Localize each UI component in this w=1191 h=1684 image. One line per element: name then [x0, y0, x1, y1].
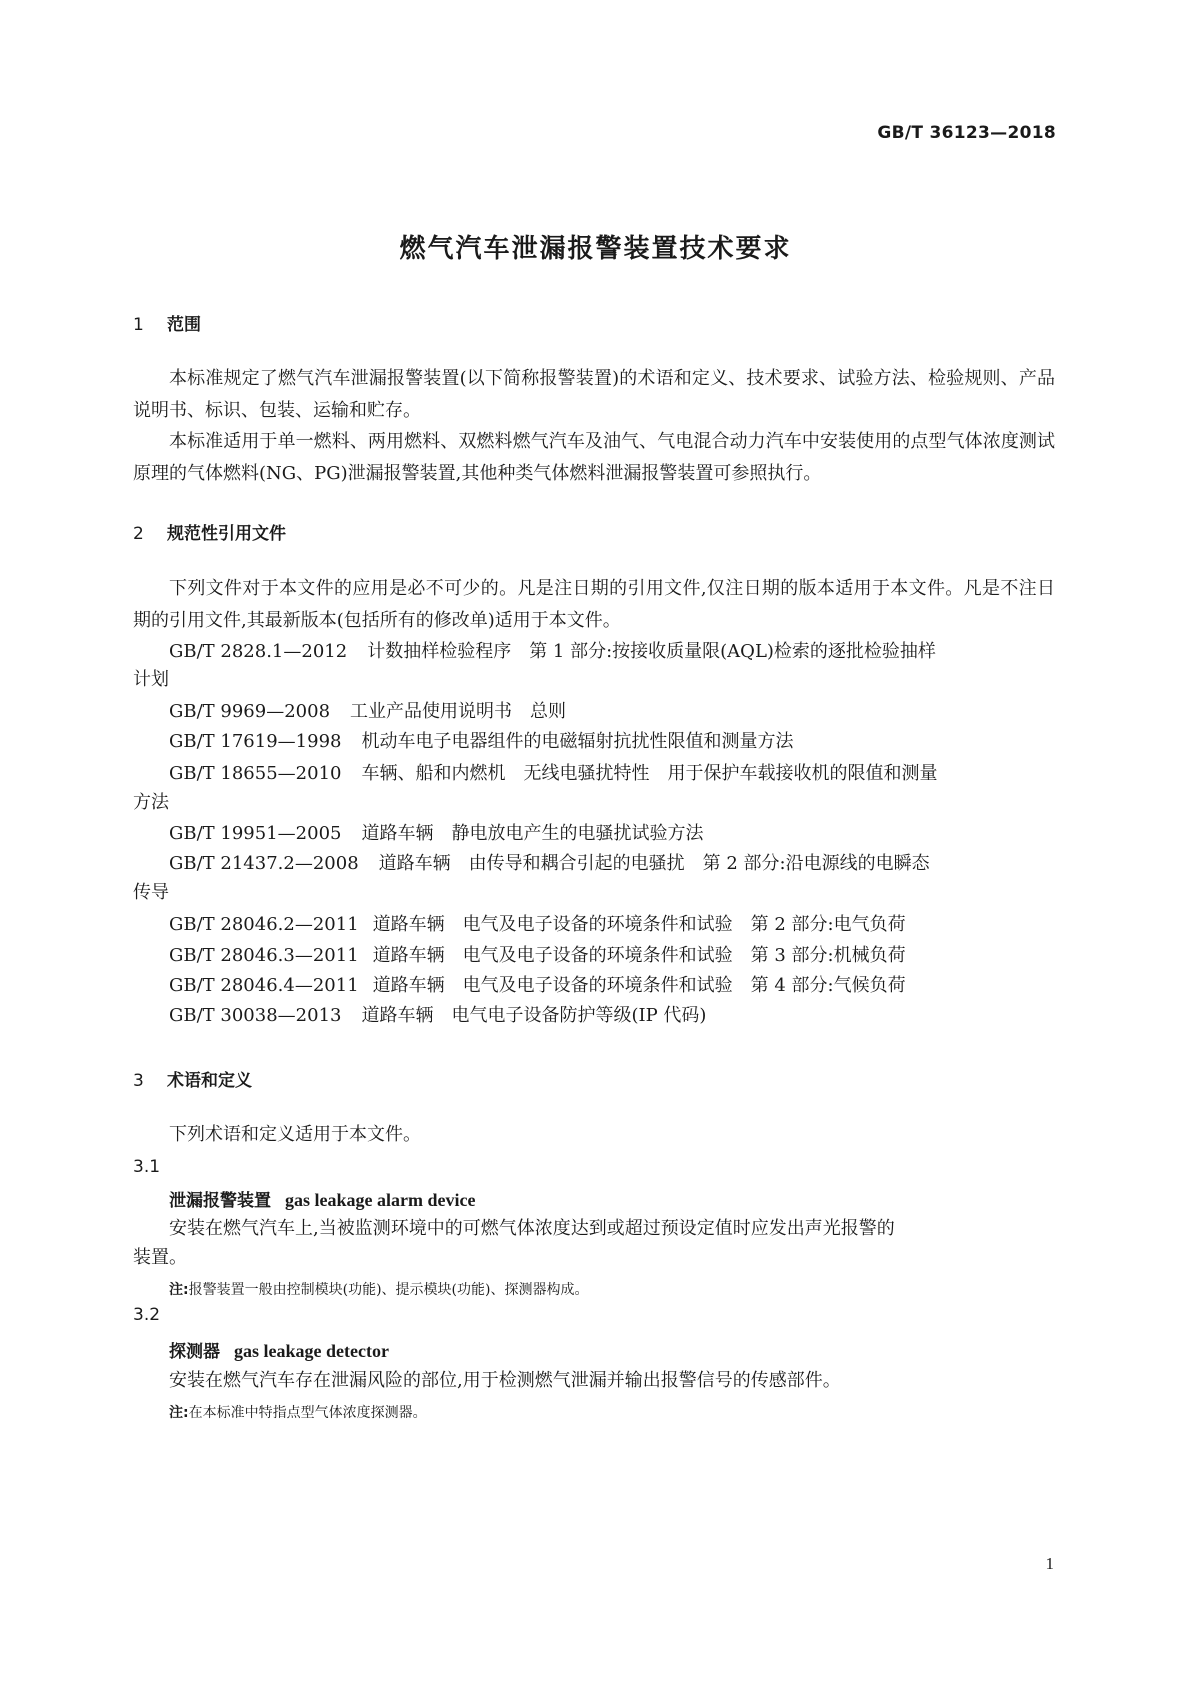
- reference-title: 工业产品使用说明书 总则: [350, 701, 567, 722]
- reference-item: [169, 1000, 706, 1032]
- reference-code: GB/T 2828.1—2012: [169, 641, 348, 662]
- reference-item: [169, 970, 906, 1002]
- term-definition-continuation: 装置。: [133, 1247, 187, 1268]
- reference-item: [169, 696, 566, 728]
- section-number: 2: [133, 524, 144, 544]
- reference-code: GB/T 17619—1998: [169, 731, 342, 752]
- note-text: 在本标准中特指点型气体浓度探测器。: [188, 1405, 427, 1421]
- reference-item: [169, 818, 703, 850]
- reference-title: 道路车辆 电气及电子设备的环境条件和试验 第 4 部分:气候负荷: [372, 975, 906, 996]
- term-number: 3.1: [133, 1157, 161, 1177]
- term-note: [169, 1401, 427, 1425]
- section-number: 1: [133, 315, 144, 335]
- reference-item: [169, 940, 906, 972]
- reference-code: GB/T 21437.2—2008: [169, 853, 359, 874]
- scope-paragraph-2: 本标准适用于单一燃料、两用燃料、双燃料燃气汽车及油气、气电混合动力汽车中安装使用的点型气体浓度测试原理的气体燃料(NG、PG)泄漏报警装置,其他种类气体燃料泄漏报警装置可参照执行。: [133, 431, 1055, 484]
- term-heading: [169, 1337, 389, 1362]
- reference-item: [169, 726, 793, 758]
- section-3-heading: [133, 1066, 252, 1091]
- reference-title: 道路车辆 电气及电子设备的环境条件和试验 第 2 部分:电气负荷: [372, 914, 906, 935]
- reference-title: 道路车辆 电气电子设备防护等级(IP 代码): [361, 1005, 707, 1026]
- section-title: 规范性引用文件: [167, 524, 286, 544]
- reference-item: [169, 758, 937, 790]
- section-number: 3: [133, 1071, 144, 1091]
- reference-code: GB/T 18655—2010: [169, 763, 342, 784]
- reference-code: GB/T 9969—2008: [169, 701, 331, 722]
- reference-title: 道路车辆 由传导和耦合引起的电骚扰 第 2 部分:沿电源线的电瞬态: [378, 853, 930, 874]
- reference-code: GB/T 28046.2—2011: [169, 914, 359, 935]
- standard-code: GB/T 36123—2018: [877, 123, 1056, 143]
- page-number: 1: [1045, 1554, 1054, 1573]
- normative-intro: 下列文件对于本文件的应用是必不可少的。凡是注日期的引用文件,仅注日期的版本适用于本文件。凡是不注日期的引用文件,其最新版本(包括所有的修改单)适用于本文件。: [133, 578, 1055, 631]
- section-title: 范围: [167, 315, 201, 335]
- term-definition: 安装在燃气汽车存在泄漏风险的部位,用于检测燃气泄漏并输出报警信号的传感部件。: [169, 1370, 841, 1391]
- reference-code: GB/T 19951—2005: [169, 823, 342, 844]
- term-number: 3.2: [133, 1305, 161, 1325]
- reference-code: GB/T 28046.3—2011: [169, 945, 359, 966]
- section-2-heading: [133, 519, 286, 544]
- scope-paragraph-1: 本标准规定了燃气汽车泄漏报警装置(以下简称报警装置)的术语和定义、技术要求、试验方法、检验规则、产品说明书、标识、包装、运输和贮存。: [133, 368, 1055, 421]
- note-label: 注:: [169, 1282, 189, 1298]
- reference-code: GB/T 28046.4—2011: [169, 975, 359, 996]
- reference-item: [169, 636, 936, 668]
- note-label: 注:: [169, 1405, 189, 1421]
- terms-intro: 下列术语和定义适用于本文件。: [169, 1124, 421, 1145]
- document-title: 燃气汽车泄漏报警装置技术要求: [399, 234, 792, 264]
- term-heading: [169, 1186, 475, 1211]
- term-definition: 安装在燃气汽车上,当被监测环境中的可燃气体浓度达到或超过预设定值时应发出声光报警的: [169, 1218, 895, 1239]
- term-chinese: 泄漏报警装置: [169, 1191, 271, 1211]
- reference-title: 道路车辆 电气及电子设备的环境条件和试验 第 3 部分:机械负荷: [372, 945, 906, 966]
- reference-continuation: 传导: [133, 882, 169, 903]
- term-english: gas leakage detector: [234, 1341, 389, 1361]
- reference-continuation: 计划: [133, 669, 169, 690]
- note-text: 报警装置一般由控制模块(功能)、提示模块(功能)、探测器构成。: [188, 1282, 589, 1298]
- reference-title: 机动车电子电器组件的电磁辐射抗扰性限值和测量方法: [361, 731, 794, 752]
- section-1-heading: [133, 310, 201, 335]
- reference-continuation: 方法: [133, 792, 169, 813]
- reference-title: 车辆、船和内燃机 无线电骚扰特性 用于保护车载接收机的限值和测量: [361, 763, 938, 784]
- reference-item: [169, 848, 930, 880]
- reference-title: 道路车辆 静电放电产生的电骚扰试验方法: [361, 823, 704, 844]
- reference-item: [169, 909, 906, 941]
- term-english: gas leakage alarm device: [285, 1190, 476, 1210]
- section-title: 术语和定义: [167, 1071, 252, 1091]
- term-chinese: 探测器: [169, 1342, 220, 1362]
- reference-code: GB/T 30038—2013: [169, 1005, 342, 1026]
- reference-title: 计数抽样检验程序 第 1 部分:按接收质量限(AQL)检索的逐批检验抽样: [367, 641, 936, 662]
- term-note: [169, 1278, 588, 1302]
